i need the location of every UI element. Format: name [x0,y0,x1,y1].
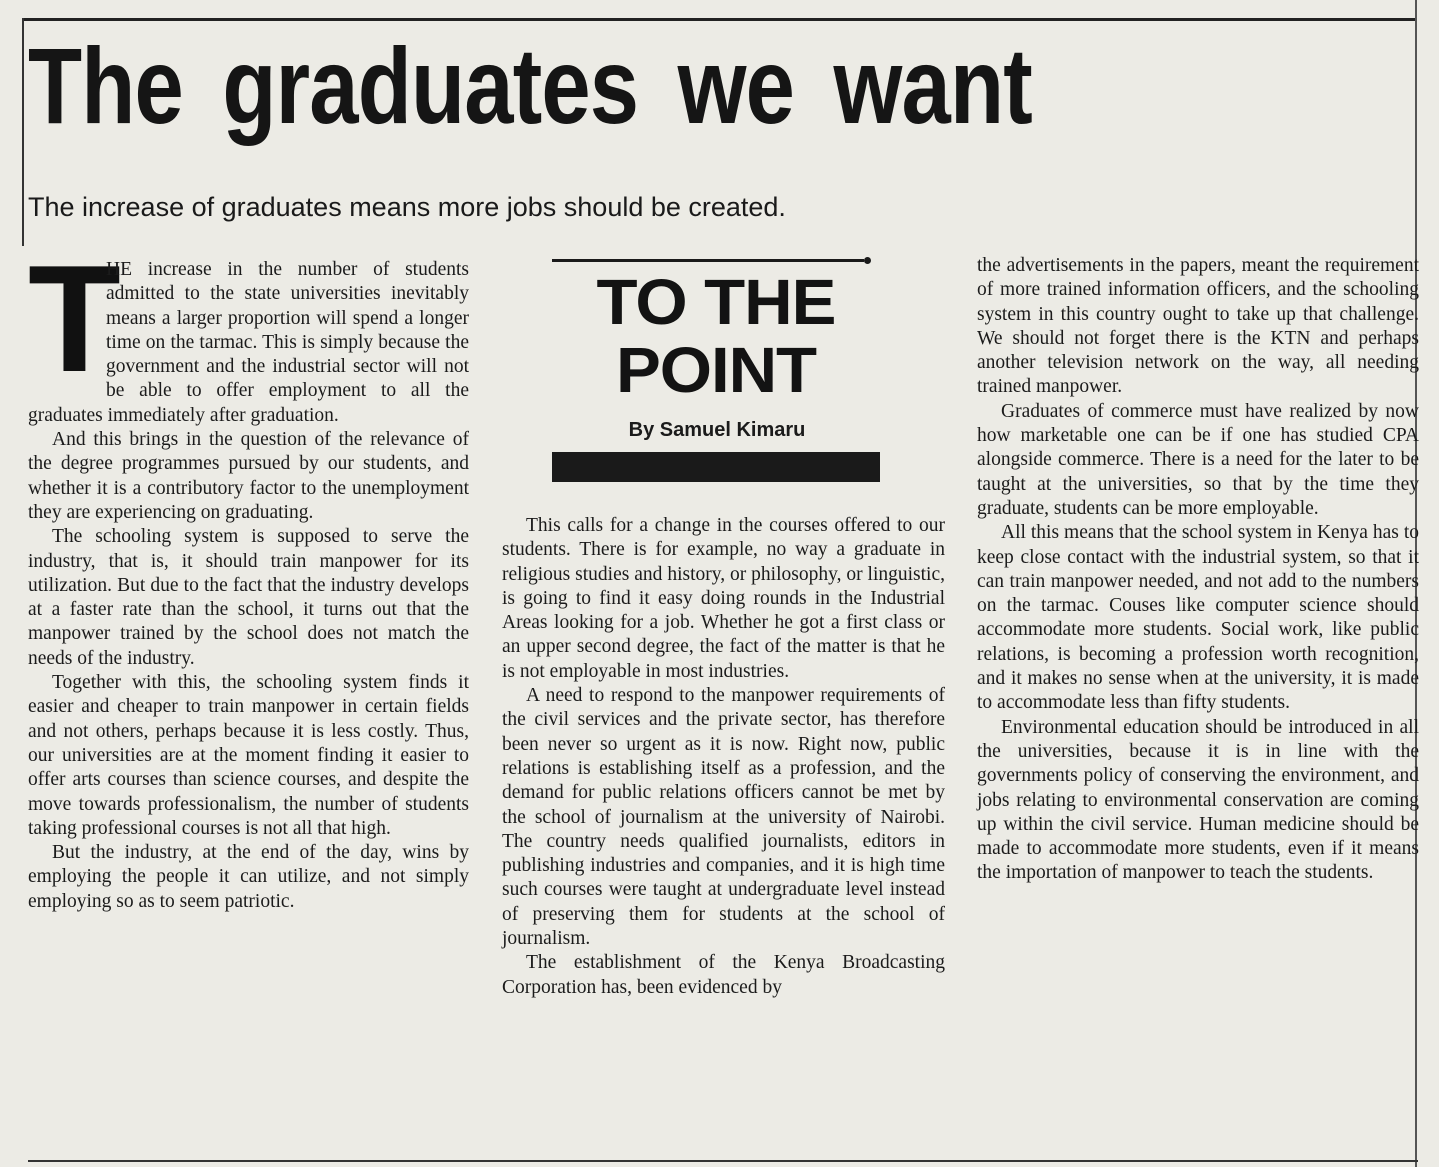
column-title-line-1: TO THE [596,266,836,338]
paragraph: But the industry, at the end of the day, wins by employing the people it can utilize, and not simply employing so as to seem patriotic. [28,842,469,912]
left-rule [22,18,24,246]
paragraph: This calls for a change in the courses offered to our students. There is for example, no way a graduate in religious studies and history, or philosophy, or linguistic, is going to find it easy doing rounds in the Industrial Areas looking for a job. Whether he got a first class or an upper second degree, the fact of the matter is that he is not employable in most industries. [502,515,945,682]
drop-cap: T [28,234,121,404]
paragraph: The schooling system is supposed to serve the industry, that is, it should train manpower for its utilization. But due to the fact that the industry develops at a faster rate than the school, it turns out that the manpower trained by the school does not match the needs of the industry. [28,526,469,669]
top-rule [22,18,1417,21]
headline [28,25,1160,146]
column-logo [552,254,888,488]
byline: By Samuel Kimaru [628,419,806,441]
headline-word: we [677,25,795,146]
logo-rule-dot [864,257,871,264]
headline-word: graduates [222,25,639,146]
bottom-rule [28,1160,1418,1162]
logo-bar [552,452,880,482]
headline-word: The [28,25,183,146]
article-column-2 [502,514,945,1000]
subheadline: The increase of graduates means more jobs should be created. [28,192,786,222]
paragraph: A need to respond to the manpower requirements of the civil services and the private sector, has therefore been never so urgent as it is now. Right now, public relations is establishing itself as a profession, and the demand for public relations officers cannot be met by the school of journalism at the university of Nairobi. The country needs qualified journalists, editors in publishing industries and companies, and it is high time such courses were taught at undergraduate level instead of preserving them for students at the school of journalism. [502,685,945,950]
paragraph: HE increase in the number of students admitted to the state universities inevitably means a larger proportion will spend a longer time on the tarmac. This is simply because the government and the industrial sector will not be able to offer employment to all the graduates immediately after graduation. [28,259,469,426]
column-title-line-2: POINT [615,334,817,406]
article-column-1 [28,234,469,914]
paragraph: Graduates of commerce must have realized by now how marketable one can be if one has studied CPA alongside commerce. There is a need for the later to be taught at the universities, so that by the time they graduate, students can be more employable. [977,400,1419,519]
paragraph: The establishment of the Kenya Broadcasting Corporation has, been evidenced by [502,952,945,998]
paragraph: Together with this, the schooling system finds it easier and cheaper to train manpower in certain fields and not others, perhaps because it is less costly. Thus, our universities are at the moment finding it easier to offer arts courses than science courses, and despite the move towards professionalism, the number of students taking professional courses is not all that high. [28,672,469,839]
paragraph: Environmental education should be introduced in all the universities, because it is in line with the governments policy of conserving the environment, and jobs relating to environmental conservation are coming up within the civil service. Human medicine should be made to accommodate more students, even if it means the importation of manpower to teach the students. [977,716,1419,884]
logo-rule [552,259,864,262]
paragraph: All this means that the school system in Kenya has to keep close contact with the industrial system, so that it can train manpower needed, and not add to the numbers on the tarmac. Couses like computer science should accommodate more students. Social work, like public relations, is becoming a profession worth recognition, and it makes no sense when at the university, it is made to accommodate less than fifty students. [977,522,1419,714]
paragraph: And this brings in the question of the relevance of the degree programmes pursued by our students, and whether it is a contributory factor to the unemployment they are experiencing on graduating. [28,429,469,523]
headline-word: want [833,25,1032,146]
article-column-3 [977,254,1419,886]
paragraph: the advertisements in the papers, meant the requirement of more trained information officers, and the schooling system in this country ought to take up that challenge. We should not forget there is the KTN and perhaps another television network on the way, all needing trained manpower. [977,255,1419,398]
